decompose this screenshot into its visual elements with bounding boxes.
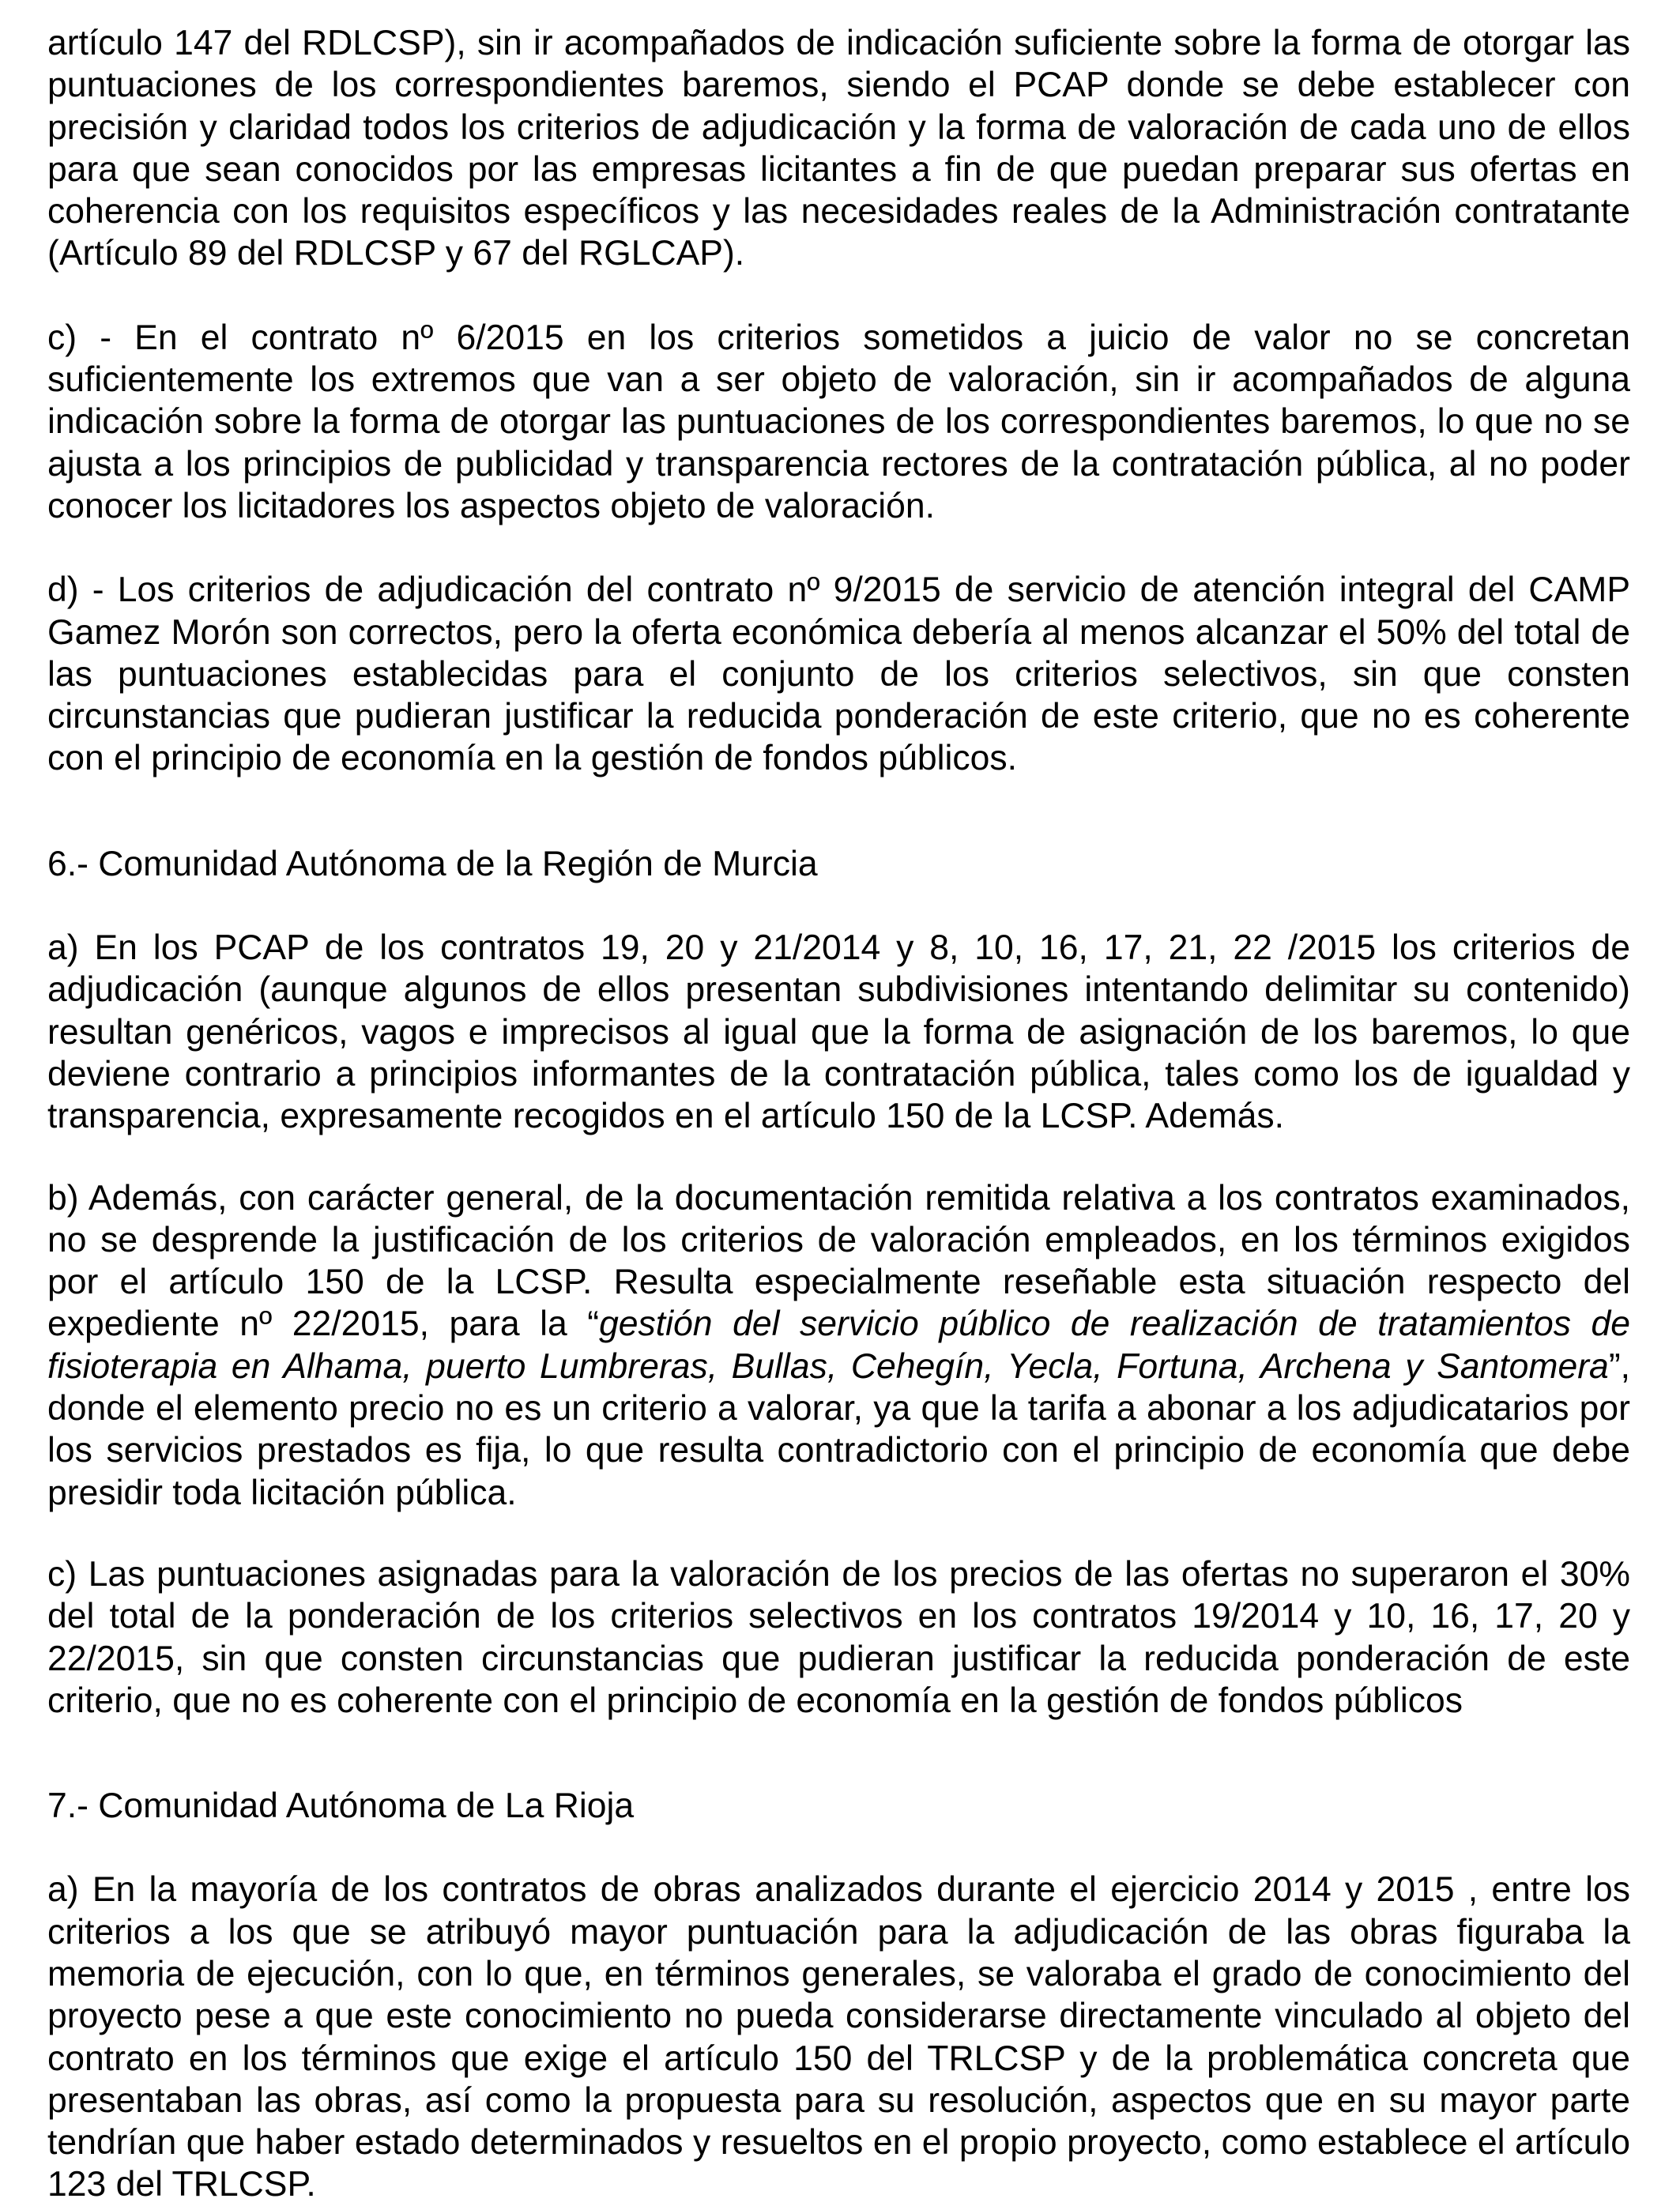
- paragraph-murcia-b-quote: gestión del servicio público de realización de tratamientos de fisioterapia en Alhama, puerto Lumbreras, Bullas, Cehegín, Yecla, Fortuna, Archena y Santomera: [47, 1304, 1630, 1386]
- section-spacer: [47, 1722, 1630, 1785]
- section-heading-la-rioja: 7.- Comunidad Autónoma de La Rioja: [47, 1786, 635, 1826]
- paragraph-contract-6-2015: c) - En el contrato nº 6/2015 en los criterios sometidos a juicio de valor no se concretan suficientemente los extremos que van a ser objeto de valoración, sin ir acompañados de alguna indicación sobre la forma de otorgar las puntuaciones de los correspondientes baremos, lo que no se ajusta a los principios de publicidad y transparencia rectores de la contratación pública, al no poder conocer los licitadores los aspectos objeto de valoración.: [47, 318, 1630, 525]
- paragraph-murcia-c: c) Las puntuaciones asignadas para la valoración de los precios de las ofertas no superaron el 30% del total de la ponderación de los criterios selectivos en los contratos 19/2014 y 10, 16, 17, 20 y 22/2015, sin que consten circunstancias que pudieran justificar la reducida ponderación de este criterio, que no es coherente con el principio de economía en la gestión de fondos públicos: [47, 1554, 1630, 1720]
- paragraph-spacer: [47, 885, 1630, 927]
- paragraph-la-rioja-a: a) En la mayoría de los contratos de obras analizados durante el ejercicio 2014 y 2015 , entre los criterios a los que se atribuyó mayor puntuación para la adjudicación de las obras figuraba la memoria de ejecución, con lo que, en términos generales, se valoraba el grado de conocimiento del proyecto pese a que este conocimiento no pueda considerarse directamente vinculado al objeto del contrato en los términos que exige el artículo 150 del TRLCSP y de la problemática concreta que presentaban las obras, así como la propuesta para su resolución, aspectos que en su mayor parte tendrían que haber estado determinados y resueltos en el propio proyecto, como establece el artículo 123 del TRLCSP.: [47, 1870, 1630, 2204]
- section-heading-murcia: 6.- Comunidad Autónoma de la Región de Murcia: [47, 844, 818, 883]
- section-spacer: [47, 780, 1630, 843]
- paragraph-murcia-a: a) En los PCAP de los contratos 19, 20 y 21/2014 y 8, 10, 16, 17, 21, 22 /2015 los criterios de adjudicación (aunque algunos de ellos presentan subdivisiones intentando delimitar su contenido) resultan genéricos, vagos e imprecisos al igual que la forma de asignación de los baremos, lo que deviene contrario a principios informantes de la contratación pública, tales como los de igualdad y transparencia, expresamente recogidos en el artículo 150 de la LCSP. Además.: [47, 928, 1630, 1136]
- paragraph-spacer: [47, 527, 1630, 569]
- document-page: [47, 22, 1630, 2206]
- paragraph-spacer: [47, 1827, 1630, 1869]
- paragraph-criteria-continuation: artículo 147 del RDLCSP), sin ir acompañados de indicación suficiente sobre la forma de otorgar las puntuaciones de los correspondientes baremos, siendo el PCAP donde se debe establecer con precisión y claridad todos los criterios de adjudicación y la forma de valoración de cada uno de ellos para que sean conocidos por las empresas licitantes a fin de que puedan preparar sus ofertas en coherencia con los requisitos específicos y las necesidades reales de la Administración contratante (Artículo 89 del RDLCSP y 67 del RGLCAP).: [47, 24, 1630, 273]
- paragraph-spacer: [47, 1138, 1630, 1177]
- paragraph-murcia-b-end: ”, donde el elemento precio no es un criterio a valorar, ya que la tarifa a abonar a los adjudicatarios por los servicios prestados es fija, lo que resulta contradictorio con el principio de economía que debe presidir toda licitación pública.: [47, 1346, 1630, 1512]
- paragraph-spacer: [47, 1514, 1630, 1553]
- paragraph-murcia-b: [47, 1177, 1630, 1514]
- paragraph-spacer: [47, 275, 1630, 317]
- paragraph-murcia-b-start: b) Además, con carácter general, de la documentación remitida relativa a los contratos examinados, no se desprende la justificación de los criterios de valoración empleados, en los términos exigidos por el artículo 150 de la LCSP. Resulta especialmente reseñable esta situación respecto del expediente nº 22/2015, para la “: [47, 1178, 1630, 1344]
- paragraph-contract-9-2015: d) - Los criterios de adjudicación del contrato nº 9/2015 de servicio de atención integral del CAMP Gamez Morón son correctos, pero la oferta económica debería al menos alcanzar el 50% del total de las puntuaciones establecidas para el conjunto de los criterios selectivos, sin que consten circunstancias que pudieran justificar la reducida ponderación de este criterio, que no es coherente con el principio de economía en la gestión de fondos públicos.: [47, 570, 1630, 778]
